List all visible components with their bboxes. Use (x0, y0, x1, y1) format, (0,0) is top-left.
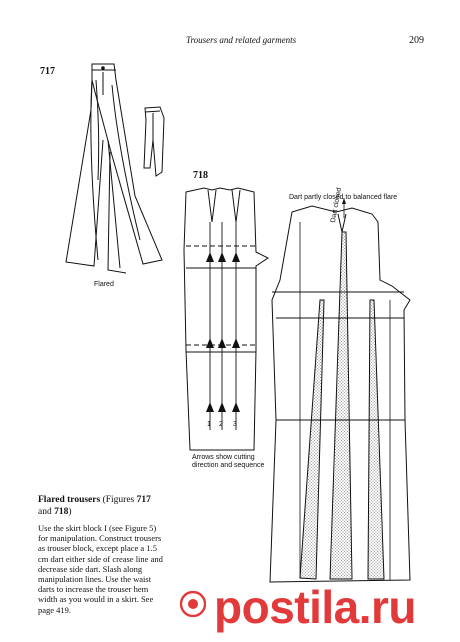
caption-title-text: Flared trousers (38, 495, 101, 505)
label-dart-partly-closed: Dart partly closed to balanced flare (289, 194, 398, 201)
caption-figures-and: and (38, 507, 55, 517)
caption-figure-a: 717 (136, 495, 151, 505)
slim-trousers-illustration (144, 107, 164, 176)
slash-number-3: 3 (233, 421, 237, 428)
flared-trouser-pattern (270, 198, 410, 582)
slash-number-2: 2 (219, 421, 223, 428)
label-dart-closed: Dart closed (330, 187, 344, 224)
caption-figures-open: (Figures (102, 495, 137, 505)
label-flared: Flared (94, 281, 114, 288)
running-head: Trousers and related garments (186, 35, 297, 45)
caption-title (38, 494, 168, 518)
trouser-block-pattern (184, 188, 268, 450)
caption-body: Use the skirt block I (see Figure 5) for manipulation. Construct trousers as trouser block, except place a 1.5 cm dart either side of crease line and decrease side dart. Slash along manipulation lines. Use the waist darts to increase the trouser hem width as you would in a skirt. See page 419. (38, 523, 163, 615)
caption-figures-close: ) (68, 507, 72, 517)
page-number: 209 (409, 35, 424, 46)
label-arrows-line2: direction and sequence (192, 462, 265, 469)
caption-figure-b: 718 (54, 507, 69, 517)
figure-718-number: 718 (193, 170, 208, 181)
figure-717-number: 717 (40, 66, 55, 77)
postila-logo-icon (180, 591, 206, 617)
slash-number-1: 1 (207, 421, 211, 428)
figure-caption (38, 494, 168, 615)
watermark-text: postila.ru (214, 581, 417, 633)
label-arrows-line1: Arrows show cutting (192, 454, 255, 461)
